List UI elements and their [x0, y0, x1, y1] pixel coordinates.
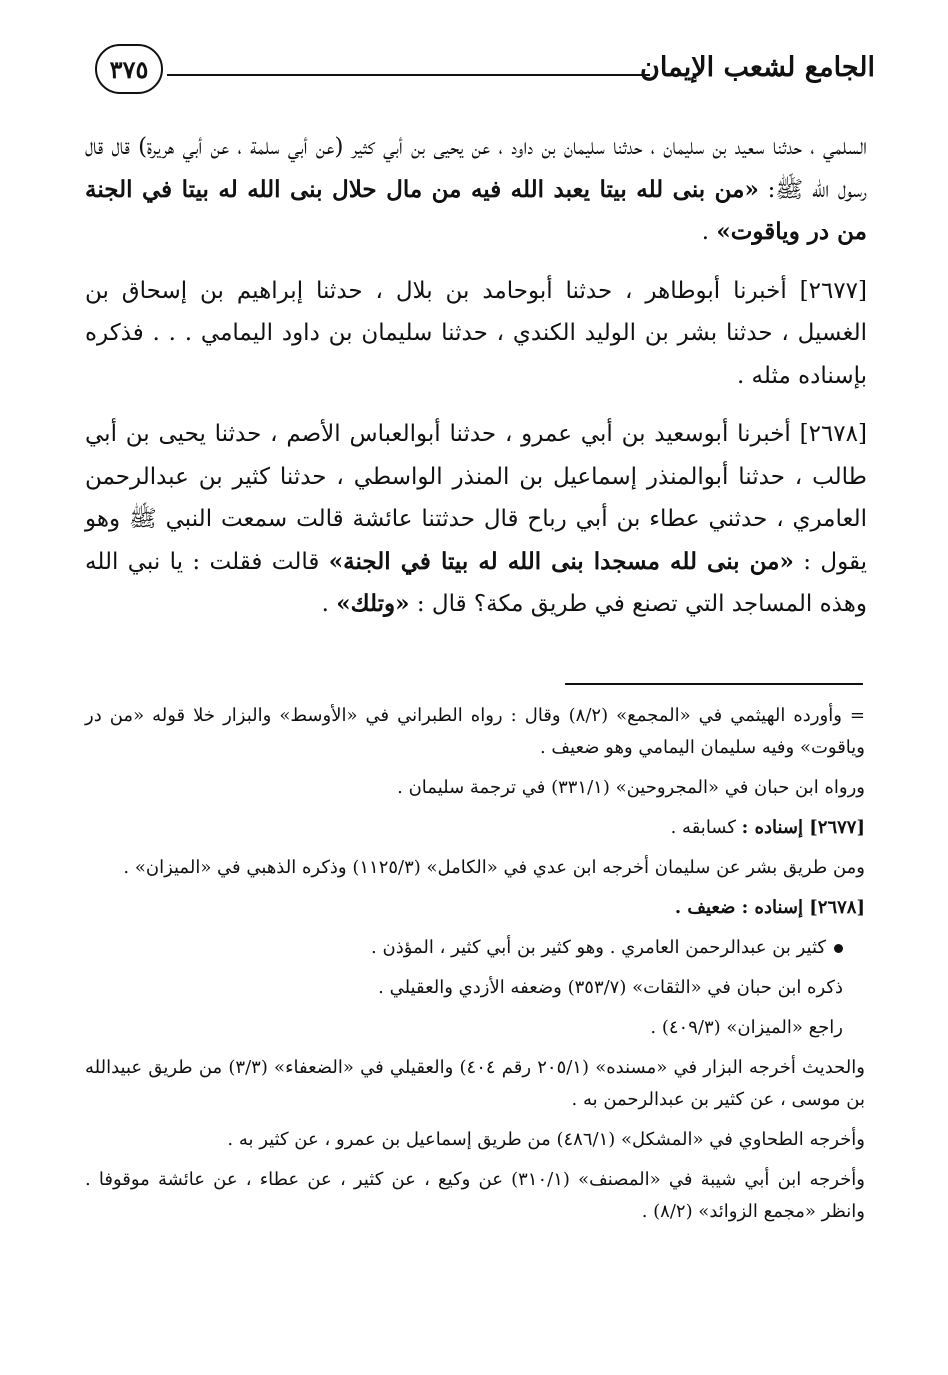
running-title: الجامع لشعب الإيمان: [640, 52, 875, 83]
footnote-10: وأخرجه الطحاوي في «المشكل» (٤٨٦/١) من طريق إسماعيل بن عمرو ، عن كثير به .: [227, 1129, 865, 1150]
page-header: [95, 44, 875, 106]
bullet-icon: [834, 944, 843, 953]
footnote-2677-label: [٢٦٧٧] إسناده :: [741, 817, 865, 838]
footnote-2677-text: كسابقه .: [670, 817, 742, 838]
footnote-2677: [85, 812, 865, 844]
footnotes: [85, 700, 865, 1236]
paragraph-2678-isnad: [٢٦٧٨] أخبرنا أبوسعيد بن أبي عمرو ، حدثنا أبوالعباس الأصم ، حدثنا يحيى بن أبي طالب ، حدثنا أبوالمنذر إسماعيل بن المنذر الواسطي ، حدثنا كثير بن عبدالرحمن العامري ، حدثني عطاء بن أبي رباح قال حدثتنا عائشة قالت سمعت النبي ﷺ وهو يقول :: [85, 421, 867, 575]
footnote-6: كثير بن عبدالرحمن العامري . وهو كثير بن أبي كثير ، المؤذن .: [371, 937, 826, 958]
paragraph-2678-end: .: [321, 591, 337, 617]
footnote-11: وأخرجه ابن أبي شيبة في «المصنف» (٣١٠/١) عن وكيع ، عن كثير ، عن عطاء ، عن عائشة موقوفا . وانظر «مجمع الزوائد» (٨/٢) .: [85, 1169, 865, 1222]
paragraph-2678: [85, 413, 867, 626]
page-number: ٣٧٥: [95, 44, 163, 94]
hadith-quote-3: «وتلك»: [336, 590, 410, 617]
paragraph-1: [85, 126, 867, 254]
footnote-separator: [565, 683, 863, 685]
header-rule: [167, 74, 650, 76]
hadith-quote-1: «من بنى لله بيتا يعبد الله فيه من مال حلال بنى الله له بيتا في الجنة من در وياقوت»: [85, 175, 867, 245]
main-text: [85, 126, 867, 642]
paragraph-2677: [٢٦٧٧] أخبرنا أبوطاهر ، حدثنا أبوحامد بن بلال ، حدثنا إبراهيم بن إسحاق بن الغسيل ، حدثنا بشر بن الوليد الكندي ، حدثنا سليمان بن داود اليمامي . . . فذكره بإسناده مثله .: [85, 277, 867, 389]
paragraph-2678-question: قالت فقلت : يا نبي الله وهذه المساجد التي تصنع في طريق مكة؟ قال :: [85, 548, 867, 617]
paragraph-1-end: .: [701, 219, 717, 245]
footnote-4: ومن طريق بشر عن سليمان أخرجه ابن عدي في «الكامل» (١١٢٥/٣) وذكره الذهبي في «الميزان» .: [123, 857, 865, 878]
hadith-quote-2: «من بنى لله مسجدا بنى الله له بيتا في الجنة»: [328, 547, 794, 575]
footnote-2: ورواه ابن حبان في «المجروحين» (٣٣١/١) في ترجمة سليمان .: [397, 777, 865, 798]
footnote-1: = وأورده الهيثمي في «المجمع» (٨/٢) وقال : رواه الطبراني في «الأوسط» والبزار خلا قوله «من در وياقوت» وفيه سليمان اليمامي وهو ضعيف .: [85, 705, 866, 758]
footnote-2678-label: [٢٦٧٨] إسناده : ضعيف .: [674, 897, 865, 918]
footnote-8: راجع «الميزان» (٤٠٩/٣) .: [650, 1017, 843, 1038]
footnote-bullet-item: [85, 932, 865, 964]
footnote-7: ذكره ابن حبان في «الثقات» (٣٥٣/٧) وضعفه الأزدي والعقيلي .: [378, 977, 843, 998]
footnote-9: والحديث أخرجه البزار في «مسنده» (٢٠٥/١ رقم ٤٠٤) والعقيلي في «الضعفاء» (٣/٣) من طريق عبيدالله بن موسى ، عن كثير بن عبدالرحمن به .: [85, 1057, 865, 1110]
paragraph-1-text: السلمي ، حدثنا سعيد بن سليمان ، حدثنا سليمان بن داود ، عن يحيى بن أبي كثير (عن أبي سلمة ، عن أبي هريرة) قال قال رسول الله ﷺ:: [85, 134, 868, 203]
